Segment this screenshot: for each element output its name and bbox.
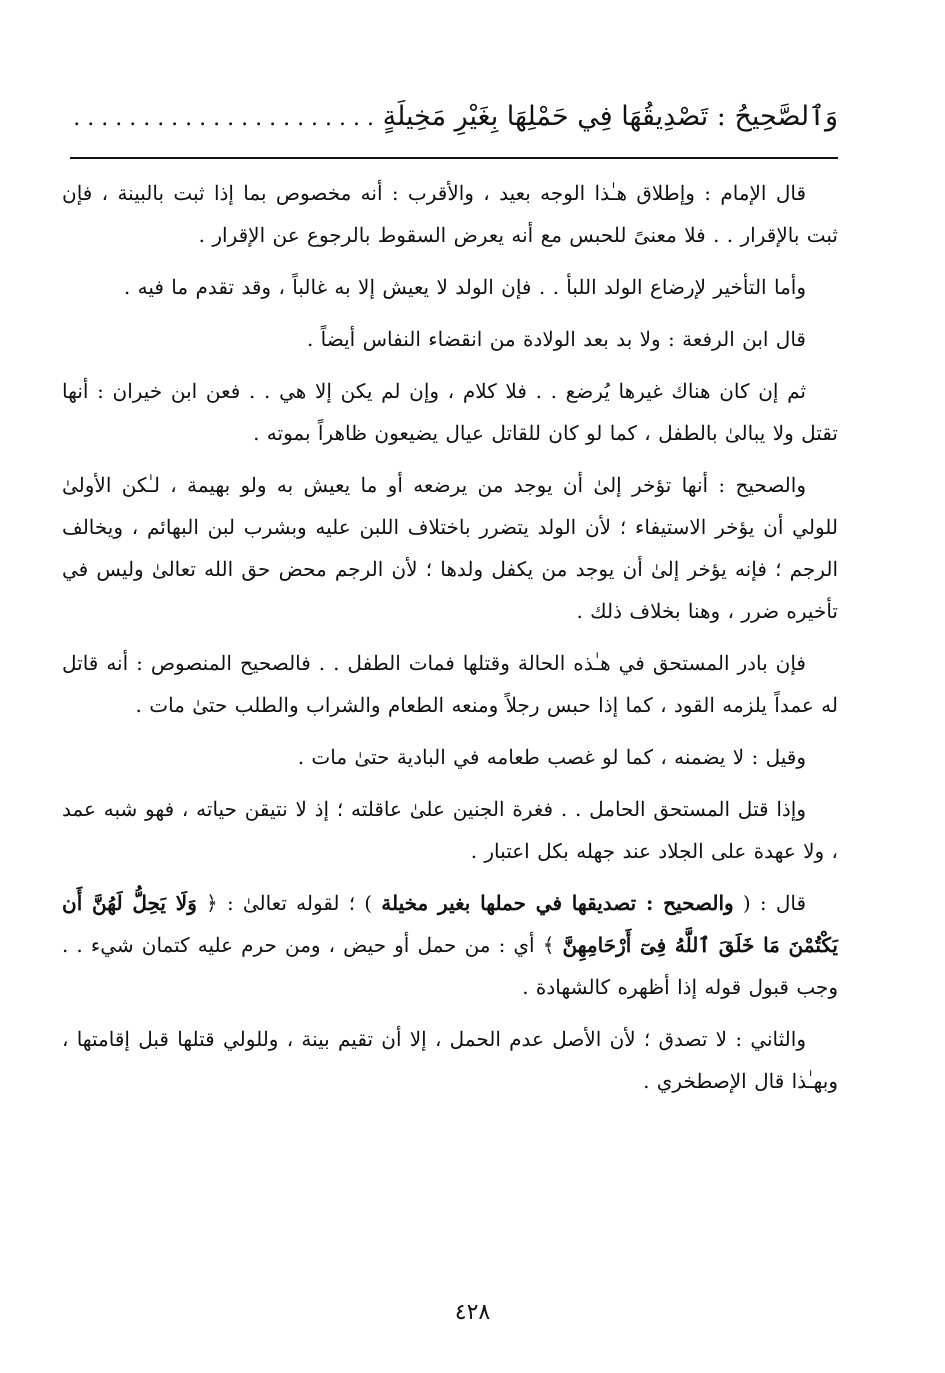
quran-verse: وَلَا يَحِلُّ لَهُنَّ أَن يَكْتُمْنَ مَا خَلَقَ ٱللَّهُ فِىٓ أَرْحَامِهِنَّ (62, 891, 838, 957)
paragraph-10: والثاني : لا تصدق ؛ لأن الأصل عدم الحمل ، إلا أن تقيم بينة ، وللولي قتلها قبل إقامتها ، وبهـٰذا قال الإصطخري . (62, 1027, 838, 1093)
quote-prefix: قال : ( (733, 891, 806, 915)
page-number: ٤٢٨ (454, 1300, 491, 1325)
paragraph-9-matn-quote (62, 882, 838, 1008)
running-header (62, 92, 838, 144)
quote-suffix: ﴾ أي : من حمل أو حيض ، ومن حرم عليه كتمان شيء . . وجب قبول قوله إذا أظهره كالشهادة . (62, 933, 838, 999)
running-header-title: وَٱلصَّحِيحُ : تَصْدِيقُهَا فِي حَمْلِهَا بِغَيْرِ مَخِيلَةٍ (382, 101, 838, 132)
paragraph-1: قال الإمام : وإطلاق هـٰذا الوجه بعيد ، والأقرب : أنه مخصوص بما إذا ثبت بالبينة ، فإن ثبت بالإقرار . . فلا معنىً للحبس مع أنه يعرض السقوط بالرجوع عن الإقرار . (62, 181, 838, 247)
quote-middle: ) ؛ لقوله تعالىٰ : ﴿ (196, 891, 382, 915)
matn-text: والصحيح : تصديقها في حملها بغير مخيلة (381, 891, 734, 915)
paragraph-2: وأما التأخير لإرضاع الولد اللبأ . . فإن الولد لا يعيش إلا به غالباً ، وقد تقدم ما فيه . (123, 275, 806, 299)
paragraph-4: ثم إن كان هناك غيرها يُرضع . . فلا كلام ، وإن لم يكن إلا هي . . فعن ابن خيران : أنها تقتل ولا يبالىٰ بالطفل ، كما لو كان للقاتل عيال يضيعون ظاهراً بموته . (62, 379, 838, 445)
paragraph-8: وإذا قتل المستحق الحامل . . فغرة الجنين علىٰ عاقلته ؛ إذ لا نتيقن حياته ، فهو شبه عمد ، ولا عهدة على الجلاد عند جهله بكل اعتبار . (62, 797, 838, 863)
header-divider (70, 157, 838, 159)
paragraph-6: فإن بادر المستحق في هـٰذه الحالة وقتلها فمات الطفل . . فالصحيح المنصوص : أنه قاتل له عمداً يلزمه القود ، كما إذا حبس رجلاً ومنعه الطعام والشراب والطلب حتىٰ مات . (62, 651, 838, 717)
running-header-dots: . . . . . . . . . . . . . . . . . . . . . . (73, 106, 374, 131)
paragraph-5: والصحيح : أنها تؤخر إلىٰ أن يوجد من يرضعه أو ما يعيش به ولو بهيمة ، لـٰكن الأولىٰ للولي أن يؤخر الاستيفاء ؛ لأن الولد يتضرر باختلاف اللبن عليه وبشرب لبن البهائم ، ويخالف الرجم ؛ فإنه يؤخر إلىٰ أن يوجد من يكفل ولدها ؛ لأن الرجم محض حق الله تعالىٰ وليس في تأخيره ضرر ، وهنا بخلاف ذلك . (62, 473, 838, 623)
paragraph-3: قال ابن الرفعة : ولا بد بعد الولادة من انقضاء النفاس أيضاً . (306, 327, 806, 351)
paragraph-7: وقيل : لا يضمنه ، كما لو غصب طعامه في البادية حتىٰ مات . (297, 745, 806, 769)
main-text (62, 172, 838, 1112)
